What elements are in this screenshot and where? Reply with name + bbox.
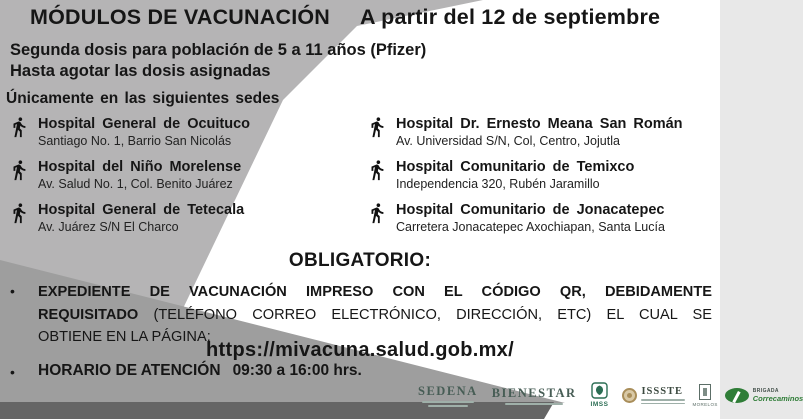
requirement-line2-rest: (TELÉFONO CORREO ELECTRÓNICO, DIRECCIÓN, ETC) EL CUAL SE — [153, 306, 713, 323]
footer-logo-strip — [418, 376, 803, 414]
schedule-label: HORARIO DE ATENCIÓN — [38, 362, 221, 379]
issste-subtext-bar — [641, 399, 685, 401]
requirement-line2-bold: REQUISITADO — [38, 306, 139, 323]
sedena-logo — [418, 384, 478, 407]
list-item — [8, 115, 360, 149]
brigada-correcaminos-logo — [725, 388, 803, 403]
list-item — [366, 201, 718, 235]
venue-address: Carretera Jonacatepec Axochiapan, Santa Lucía — [396, 220, 665, 234]
venue-name: Hospital Comunitario de Jonacatepec — [396, 202, 665, 218]
obligatorio-heading: OBLIGATORIO: — [288, 250, 432, 271]
correcaminos-label: Correcaminos — [752, 393, 803, 403]
bienestar-logo — [492, 386, 577, 405]
page-title: MÓDULOS DE VACUNACIÓN — [30, 5, 331, 29]
imss-eagle-icon — [591, 382, 608, 399]
imss-label: IMSS — [590, 401, 609, 408]
venue-address: Av. Salud No. 1, Col. Benito Juárez — [38, 177, 233, 191]
venue-column-right — [366, 115, 718, 235]
issste-logo — [622, 386, 685, 404]
venue-name: Hospital General de Tetecala — [38, 202, 245, 218]
issste-seal-icon — [622, 388, 637, 403]
schedule-value: 09:30 a 16:00 hrs. — [232, 362, 362, 379]
bienestar-label: BIENESTAR — [491, 385, 577, 400]
list-item — [8, 201, 360, 235]
walking-person-icon — [8, 115, 38, 138]
roadrunner-icon — [725, 388, 749, 403]
venue-address: Av. Universidad S/N, Col, Centro, Jojutla — [396, 134, 620, 148]
venue-column-left — [8, 115, 360, 235]
subtitle-supply: Hasta agotar las dosis asignadas — [10, 62, 271, 80]
walking-person-icon — [8, 158, 38, 181]
sedena-label: SEDENA — [418, 383, 478, 398]
venue-address: Av. Juárez S/N El Charco — [38, 220, 179, 234]
start-date: A partir del 12 de septiembre — [360, 5, 661, 29]
header — [30, 5, 660, 30]
issste-label: ISSSTE — [641, 386, 684, 397]
venue-name: Hospital Comunitario de Temixco — [396, 159, 635, 175]
morelos-emblem-icon — [699, 384, 711, 400]
venue-address: Santiago No. 1, Barrio San Nicolás — [38, 134, 232, 148]
bullet-icon: • — [10, 364, 15, 380]
walking-person-icon — [8, 201, 38, 224]
brigada-label: BRIGADA — [752, 387, 779, 394]
walking-person-icon — [366, 201, 396, 224]
imss-logo — [591, 382, 609, 408]
requirement-line1: EXPEDIENTE DE VACUNACIÓN IMPRESO CON EL CÓDIGO QR, DEBIDAMENTE — [38, 284, 712, 300]
morelos-logo — [692, 384, 717, 407]
venue-name: Hospital del Niño Morelense — [38, 159, 242, 175]
walking-person-icon — [366, 115, 396, 138]
sedena-subtext-bar — [422, 401, 474, 403]
list-item — [366, 115, 718, 149]
morelos-label: MORELOS — [692, 401, 718, 407]
venue-name: Hospital General de Ocuituco — [38, 116, 251, 132]
list-item — [8, 158, 360, 192]
issste-subtext-bar — [641, 403, 685, 405]
venues-note: Únicamente en las siguientes sedes — [6, 90, 280, 107]
bullet-icon: • — [10, 283, 15, 299]
list-item — [366, 158, 718, 192]
requirement-line3: OBTIENE EN LA PÁGINA: — [38, 329, 211, 345]
subtitle-dose: Segunda dosis para población de 5 a 11 años (Pfizer) — [10, 41, 427, 59]
sedena-subtext-bar — [428, 405, 468, 407]
bienestar-subtext-bar — [505, 403, 563, 405]
walking-person-icon — [366, 158, 396, 181]
vaccination-url[interactable]: https://mivacuna.salud.gob.mx/ — [206, 339, 514, 361]
venue-address: Independencia 320, Rubén Jaramillo — [396, 177, 600, 191]
venue-name: Hospital Dr. Ernesto Meana San Román — [396, 116, 683, 132]
